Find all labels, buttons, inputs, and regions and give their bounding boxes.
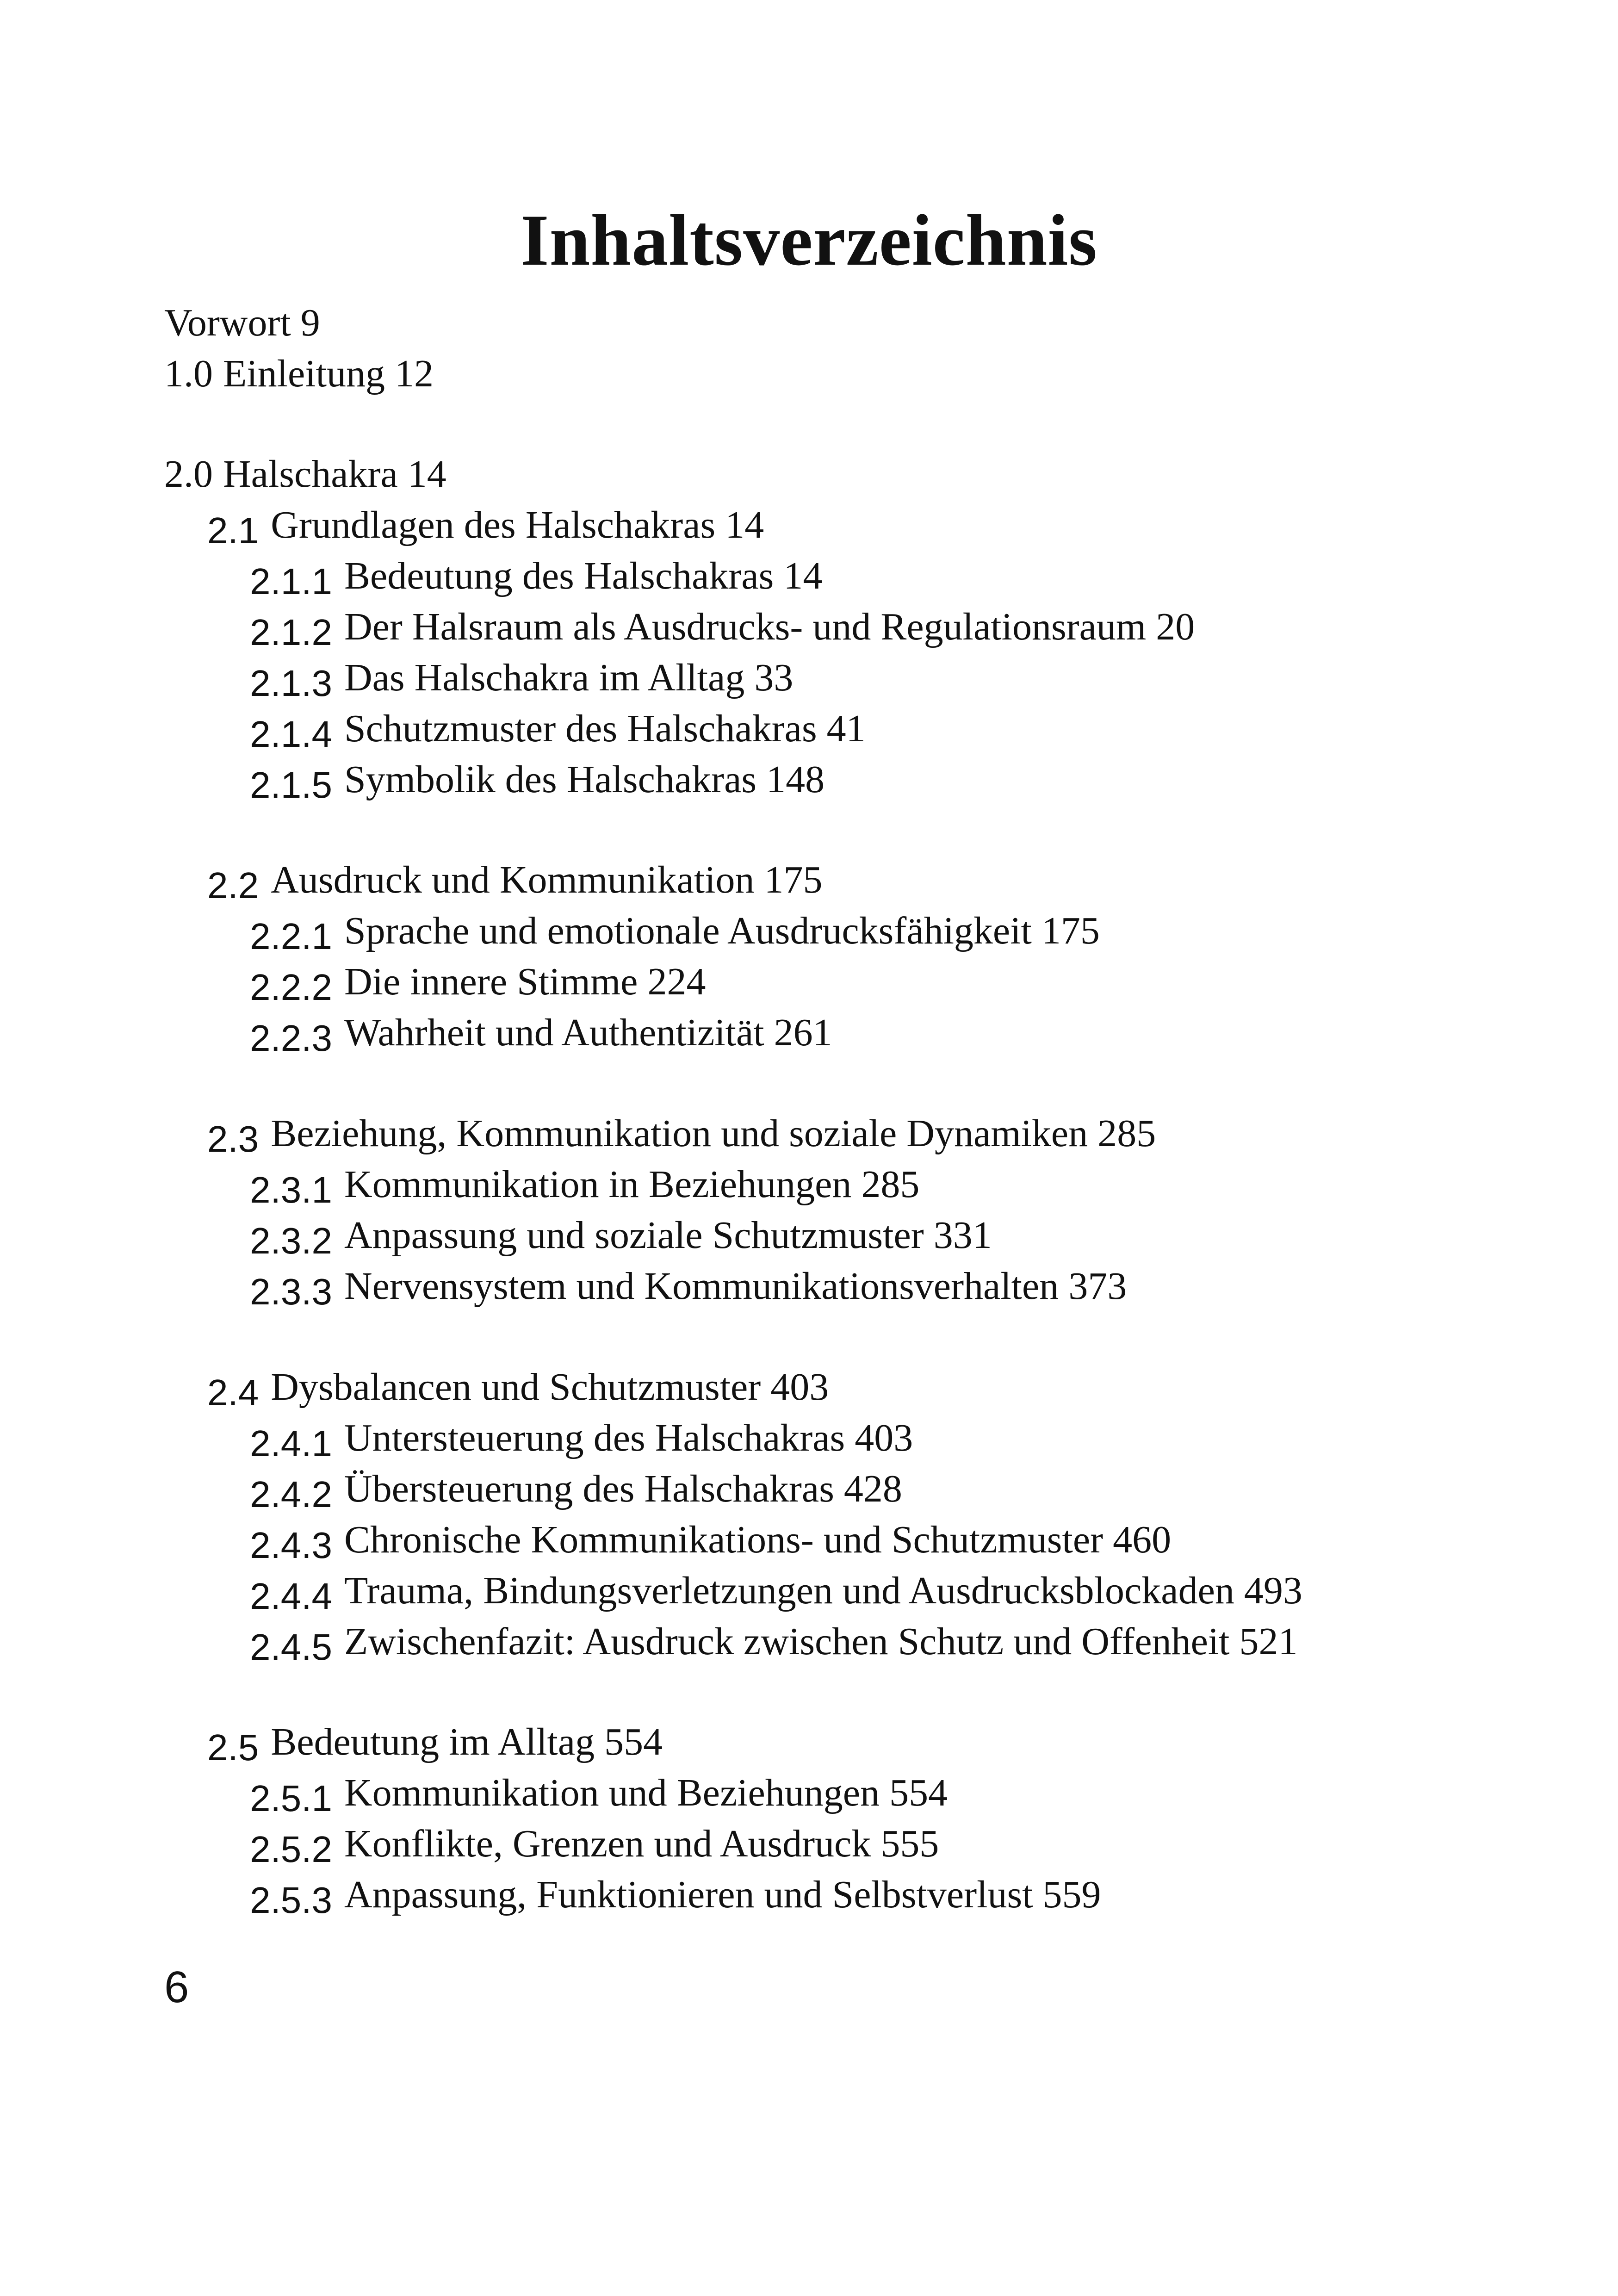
toc-entry-title: Untersteuerung des Halschakras <box>344 1416 845 1459</box>
toc-entry-page: 559 <box>1042 1873 1101 1916</box>
toc-entry-title: Der Halsraum als Ausdrucks- und Regulationsraum <box>344 605 1147 648</box>
toc-entry-title: Bedeutung des Halschakras <box>344 554 774 597</box>
toc-entry-page: 555 <box>880 1822 939 1865</box>
toc-entry-number: 2.1.1 <box>250 561 332 602</box>
toc-entry-2-1 <box>207 502 764 551</box>
toc-entry-title: Anpassung, Funktionieren und Selbstverlust <box>344 1873 1033 1916</box>
toc-entry-page: 20 <box>1156 605 1195 648</box>
toc-entry-title: Kommunikation und Beziehungen <box>344 1771 880 1814</box>
toc-entry-page: 224 <box>647 960 706 1003</box>
toc-entry-2-3-1 <box>250 1161 919 1208</box>
toc-entry-number: 2.4.2 <box>250 1474 332 1515</box>
toc-entry-2-4 <box>207 1364 829 1413</box>
toc-entry-number: 2.3 <box>207 1118 259 1160</box>
toc-entry-page: 554 <box>604 1720 663 1763</box>
toc-entry-title: Das Halschakra im Alltag <box>344 656 745 699</box>
toc-entry-page: 175 <box>1041 909 1100 952</box>
toc-entry-2-3-3 <box>250 1263 1127 1312</box>
toc-entry-page: 9 <box>300 301 320 344</box>
toc-entry-page: 33 <box>754 656 794 699</box>
toc-entry-number: 2.1.2 <box>250 612 332 653</box>
toc-entry-page: 460 <box>1113 1518 1172 1561</box>
page-title: Inhaltsverzeichnis <box>521 200 1097 281</box>
toc-entry-number: 2.1 <box>207 510 259 551</box>
toc-entry-number: 2.2.2 <box>250 967 332 1008</box>
toc-entry-number: 2.0 <box>164 453 213 496</box>
toc-entry-2-2 <box>207 857 823 906</box>
toc-entry-number: 2.5 <box>207 1727 259 1768</box>
toc-entry-title: Trauma, Bindungsverletzungen und Ausdrucksblockaden <box>344 1569 1234 1612</box>
toc-entry-number: 2.3.2 <box>250 1220 332 1261</box>
toc-entry-number: 2.5.1 <box>250 1778 332 1819</box>
toc-entry-2-4-2 <box>250 1466 902 1515</box>
toc-entry-title: Bedeutung im Alltag <box>271 1720 595 1763</box>
toc-entry-page: 148 <box>766 758 825 801</box>
toc-entry-title: Einleitung <box>223 352 385 395</box>
toc-entry-number: 2.4 <box>207 1372 259 1413</box>
toc-entry-einleitung <box>164 351 434 397</box>
toc-entry-2-5-2 <box>250 1821 939 1870</box>
toc-entry-title: Kommunikation in Beziehungen <box>344 1163 852 1206</box>
toc-entry-page: 428 <box>843 1467 902 1510</box>
toc-entry-page: 403 <box>770 1365 829 1409</box>
toc-entry-page: 14 <box>725 503 764 546</box>
toc-entry-page: 285 <box>1097 1112 1156 1155</box>
toc-entry-page: 14 <box>783 554 823 597</box>
toc-entry-2-1-5 <box>250 757 825 806</box>
toc-entry-number: 2.4.3 <box>250 1525 332 1566</box>
toc-entry-2-1-2 <box>250 604 1195 653</box>
toc-entry-title: Konflikte, Grenzen und Ausdruck <box>344 1822 871 1865</box>
toc-entry-page: 331 <box>933 1214 992 1257</box>
toc-entry-title: Zwischenfazit: Ausdruck zwischen Schutz und Offenheit <box>344 1620 1230 1663</box>
toc-entry-title: Dysbalancen und Schutzmuster <box>271 1365 761 1409</box>
toc-entry-2-4-1 <box>250 1415 913 1464</box>
toc-entry-title: Vorwort <box>164 301 291 344</box>
toc-entry-2-1-3 <box>250 655 794 704</box>
toc-entry-2-3 <box>207 1111 1156 1160</box>
toc-entry-page: 554 <box>889 1771 948 1814</box>
toc-entry-page: 403 <box>855 1416 913 1459</box>
toc-entry-number: 2.1.3 <box>250 663 332 704</box>
toc-entry-number: 2.5.3 <box>250 1880 332 1921</box>
toc-entry-title: Schutzmuster des Halschakras <box>344 707 817 750</box>
toc-entry-title: Anpassung und soziale Schutzmuster <box>344 1214 924 1257</box>
toc-entry-number: 2.1.5 <box>250 764 332 806</box>
toc-entry-2-4-4 <box>250 1568 1302 1617</box>
toc-entry-page: 521 <box>1239 1620 1298 1663</box>
toc-entry-2-2-2 <box>250 959 706 1008</box>
toc-entry-title: Grundlagen des Halschakras <box>271 503 716 546</box>
toc-entry-title: Die innere Stimme <box>344 960 638 1003</box>
toc-entry-title: Nervensystem und Kommunikationsverhalten <box>344 1265 1059 1308</box>
toc-entry-title: Ausdruck und Kommunikation <box>271 858 755 901</box>
toc-entry-title: Symbolik des Halschakras <box>344 758 757 801</box>
toc-entry-2-2-1 <box>250 908 1100 957</box>
toc-entry-number: 2.3.1 <box>250 1169 332 1210</box>
toc-entry-number: 2.3.3 <box>250 1271 332 1312</box>
toc-entry-title: Sprache und emotionale Ausdrucksfähigkeit <box>344 909 1032 952</box>
toc-entry-2-5-1 <box>250 1770 948 1819</box>
toc-entry-number: 2.4.5 <box>250 1626 332 1668</box>
toc-entry-page: 14 <box>407 453 446 496</box>
toc-entry-2-2-3 <box>250 1010 832 1059</box>
toc-entry-2-4-3 <box>250 1517 1172 1566</box>
toc-entry-number: 2.2.3 <box>250 1018 332 1059</box>
toc-entry-number: 2.2.1 <box>250 916 332 957</box>
toc-entry-2-1-4 <box>250 706 866 755</box>
toc-entry-2-3-2 <box>250 1212 992 1259</box>
toc-entry-halschakra <box>164 451 446 497</box>
toc-entry-title: Halschakra <box>223 453 398 496</box>
toc-entry-page: 373 <box>1068 1265 1127 1308</box>
toc-entry-page: 285 <box>861 1163 920 1206</box>
toc-entry-number: 2.2 <box>207 865 259 906</box>
toc-entry-number: 1.0 <box>164 352 213 395</box>
toc-entry-vorwort <box>164 300 320 346</box>
toc-entry-2-4-5 <box>250 1619 1298 1668</box>
page-number: 6 <box>164 1962 189 2012</box>
toc-entry-page: 175 <box>764 858 823 901</box>
toc-entry-page: 261 <box>774 1011 832 1054</box>
toc-entry-2-1-1 <box>250 553 823 602</box>
toc-entry-number: 2.4.4 <box>250 1576 332 1617</box>
toc-entry-page: 12 <box>394 352 434 395</box>
toc-entry-title: Beziehung, Kommunikation und soziale Dynamiken <box>271 1112 1088 1155</box>
toc-entry-number: 2.4.1 <box>250 1423 332 1464</box>
toc-entry-number: 2.1.4 <box>250 714 332 755</box>
toc-entry-title: Übersteuerung des Halschakras <box>344 1467 834 1510</box>
toc-entry-2-5-3 <box>250 1872 1101 1921</box>
toc-entry-title: Chronische Kommunikations- und Schutzmuster <box>344 1518 1103 1561</box>
toc-entry-2-5 <box>207 1719 663 1768</box>
toc-entry-title: Wahrheit und Authentizität <box>344 1011 764 1054</box>
toc-entry-page: 493 <box>1244 1569 1302 1612</box>
toc-entry-page: 41 <box>826 707 866 750</box>
toc-entry-number: 2.5.2 <box>250 1829 332 1870</box>
